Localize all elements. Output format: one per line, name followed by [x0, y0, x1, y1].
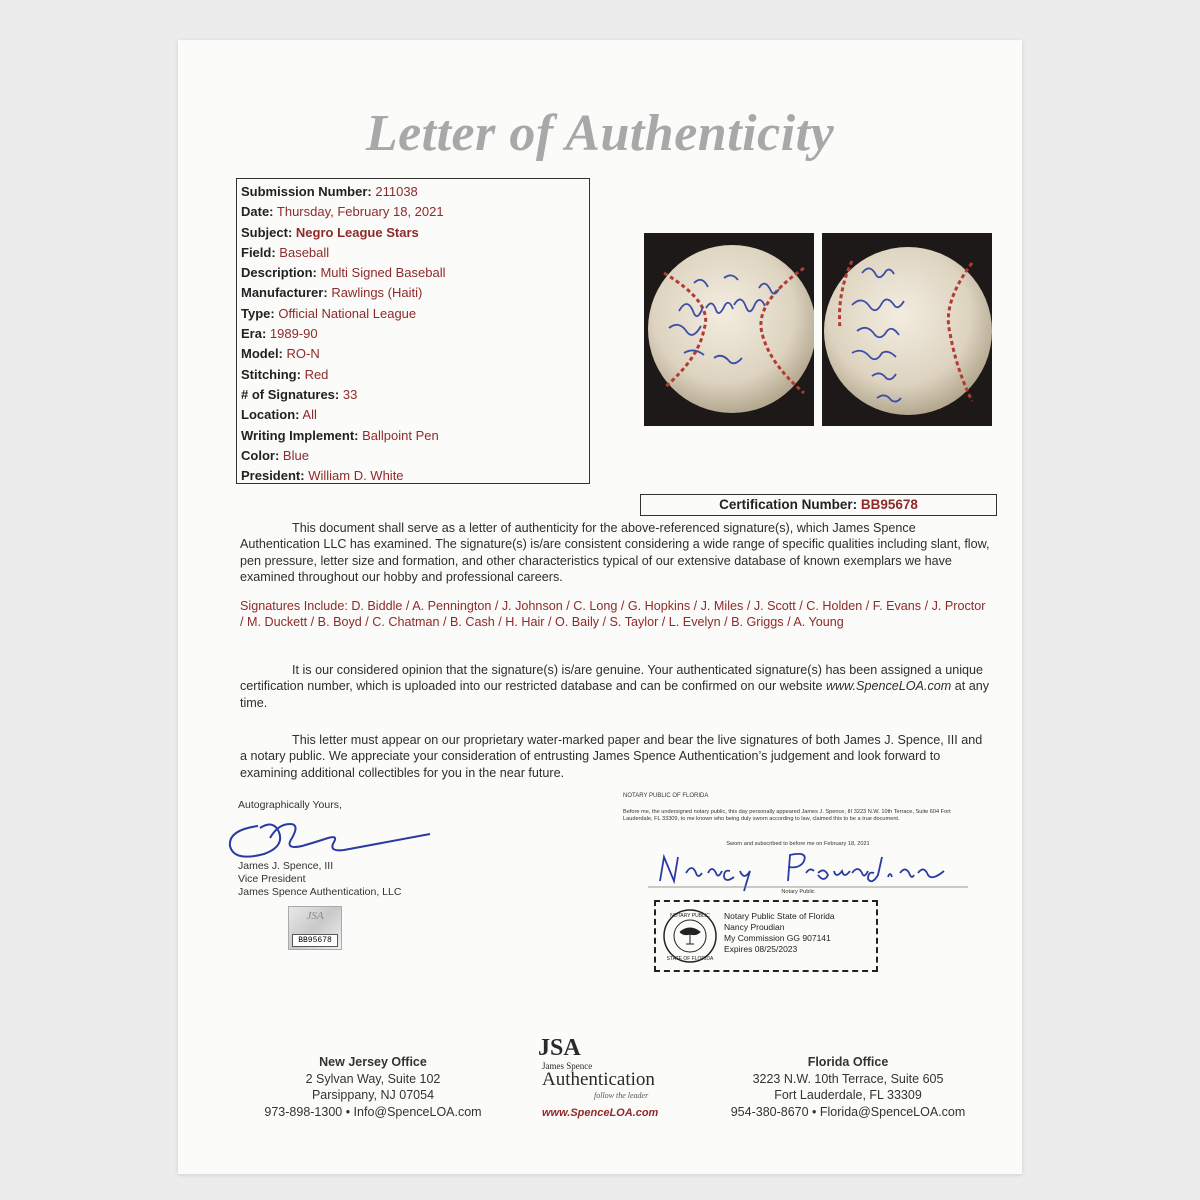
info-row-date: Date: Thursday, February 18, 2021 — [241, 204, 444, 220]
hologram-logo: JSA — [306, 910, 324, 922]
certification-number-box — [640, 494, 997, 516]
jsa-logo-letters: JSA — [538, 1035, 581, 1061]
jsa-logo — [530, 1035, 690, 1125]
info-row-type: Type: Official National League — [241, 305, 417, 321]
seal-bottom-text: STATE OF FLORIDA — [666, 956, 714, 962]
info-row-subject: Subject: Negro League Stars — [241, 224, 419, 240]
info-row-stitching: Stitching: Red — [241, 366, 329, 382]
spence-signature — [218, 808, 448, 862]
info-row-location: Location: All — [241, 407, 317, 423]
info-row-field: Field: Baseball — [241, 244, 330, 260]
certification-value: BB95678 — [860, 497, 918, 512]
signatures-include: Signatures Include: D. Biddle / A. Pennington / J. Johnson / C. Long / G. Hopkins / J. Miles / J. Scott / C. Holden / F. Evans / J. Proctor / M. Duckett / B. Boyd / C. Chatman / B. Cash / H. Hair / O. Baily / S. Taylor / L. Evelyn / B. Griggs / A. Young — [240, 599, 986, 630]
notary-text: Before me, the undersigned notary public, this day personally appeared James J. Spence, III 3223 N.W. 10th Terrace, Suite 604 Fort Lauderdale, FL 33309, to me known who being duly sworn according to law, claimed this to be a true document. — [623, 809, 951, 822]
letter-page — [178, 40, 1022, 1174]
closing-text: Autographically Yours, — [238, 799, 342, 811]
certification-label: Certification Number: — [719, 497, 858, 512]
notary-signature — [638, 843, 978, 893]
info-row-color: Color: Blue — [241, 447, 309, 463]
signer-title: Vice President — [238, 873, 306, 885]
signer-name: James J. Spence, III — [238, 860, 334, 872]
notary-stamp — [654, 900, 878, 972]
paragraph-watermark: This letter must appear on our proprietary water-marked paper and bear the live signatures of both James J. Spence, III and a notary public. We appreciate your consideration of entrusting James Spence Authentication’s judgement and look forward to examining additional collectibles for you in the near future. — [240, 733, 983, 780]
info-row-signature-count: # of Signatures: 33 — [241, 386, 358, 402]
signer-company: James Spence Authentication, LLC — [238, 886, 402, 898]
notary-header: NOTARY PUBLIC OF FLORIDA — [623, 793, 709, 799]
info-row-model: Model: RO-N — [241, 346, 320, 362]
info-row-president: President: William D. White — [241, 468, 404, 484]
info-row-submission: Submission Number: 211038 — [241, 184, 418, 199]
info-row-writing-implement: Writing Implement: Ballpoint Pen — [241, 427, 439, 443]
stamp-text: Notary Public State of Florida Nancy Proudian My Commission GG 907141 Expires 08/25/2023 — [724, 911, 835, 954]
notary-sworn: Sworn and subscribed to before me on February 18, 2021 — [726, 841, 870, 847]
jsa-logo-james: James Spence — [542, 1061, 593, 1071]
jsa-logo-tagline: follow the leader — [594, 1091, 649, 1100]
baseball-front-image — [644, 233, 814, 426]
info-row-manufacturer: Manufacturer: Rawlings (Haiti) — [241, 285, 423, 301]
seal-top-text: NOTARY PUBLIC — [670, 913, 710, 919]
baseball-back-image — [822, 233, 992, 426]
florida-office: Florida Office 3223 N.W. 10th Terrace, Suite 605 Fort Lauderdale, FL 33309 954-380-8670 • Florida@SpenceLOA.com — [730, 1055, 966, 1119]
baseball-photo-back — [822, 233, 992, 426]
website-link[interactable]: www.SpenceLOA.com — [825, 679, 952, 694]
paragraph-examination: This document shall serve as a letter of authenticity for the above-referenced signature(s), which James Spence Authentication LLC has examined. The signature(s) is/are consistent considering a wide range of specific qualities including slant, flow, pen pressure, letter size and formation, and other characteristics typical of our extensive database of known exemplars we have examined throughout our hobby and professional careers. — [240, 521, 990, 585]
paragraph-opinion: It is our considered opinion that the signature(s) is/are genuine. Your authenticated signature(s) has been assigned a unique certification number, which is uploaded into our restricted database and can be confirmed on our website www.SpenceLOA.com at any time. — [240, 663, 990, 710]
jsa-logo-auth: Authentication — [542, 1069, 655, 1090]
notary-signature-label: Notary Public — [781, 889, 815, 895]
page-title: Letter of Authenticity — [365, 105, 835, 162]
info-row-description: Description: Multi Signed Baseball — [241, 265, 446, 281]
jsa-hologram-sticker — [288, 906, 342, 950]
info-row-era: Era: 1989-90 — [241, 326, 318, 342]
jsa-logo-url[interactable]: www.SpenceLOA.com — [542, 1107, 659, 1119]
new-jersey-office: New Jersey Office 2 Sylvan Way, Suite 102 Parsippany, NJ 07054 973-898-1300 • Info@SpenceLOA.com — [264, 1055, 482, 1119]
submission-info-box — [236, 178, 590, 484]
baseball-photo-front — [644, 233, 814, 426]
florida-seal-icon — [662, 908, 718, 964]
hologram-number: BB95678 — [292, 934, 338, 947]
